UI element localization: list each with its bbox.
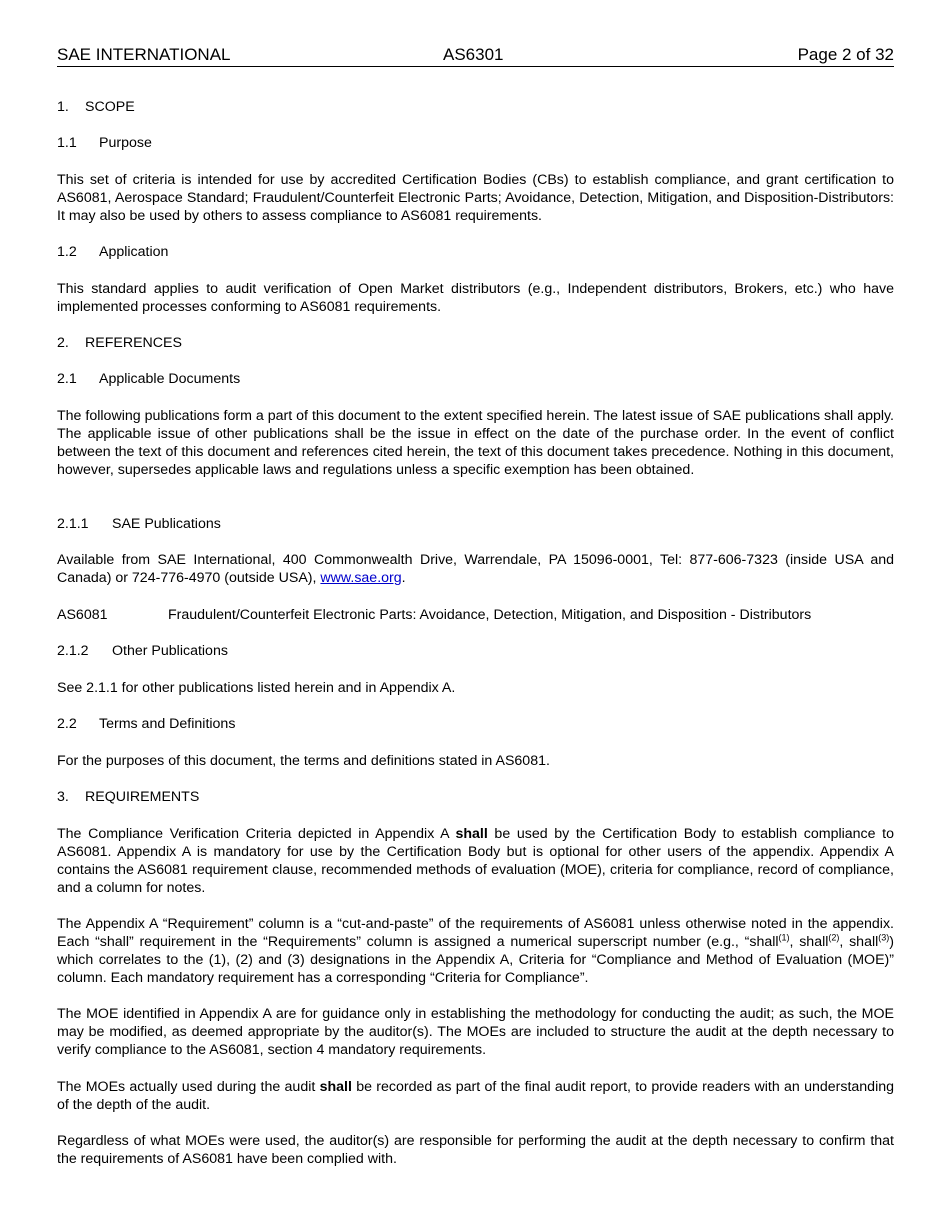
heading-number: 2.2 <box>57 716 77 732</box>
heading-scope <box>57 98 894 116</box>
heading-number: 2.1.2 <box>57 643 89 659</box>
heading-label: SAE Publications <box>112 516 221 532</box>
paragraph-text: , shall <box>839 934 879 950</box>
heading-number: 1.2 <box>57 244 77 260</box>
paragraph-moe-guidance: The MOE identified in Appendix A are for guidance only in establishing the methodology for conducting the audit; as such, the MOE may be modified, as deemed appropriate by the auditor(s). The MOEs are included to structure the audit at the depth necessary to verify compliance to the AS6081, section 4 mandatory requirements. <box>57 1006 894 1058</box>
paragraph-requirements-criteria <box>57 825 894 897</box>
header-doc-id: AS6301 <box>443 45 504 64</box>
heading-number: 3. <box>57 789 69 805</box>
heading-purpose <box>57 134 894 152</box>
paragraph-auditor-responsibility: Regardless of what MOEs were used, the auditor(s) are responsible for performing the audit at the depth necessary to confirm that the requirements of AS6081 have been complied with. <box>57 1133 894 1167</box>
heading-label: SCOPE <box>85 99 135 115</box>
emphasis-shall: shall <box>319 1079 352 1095</box>
emphasis-shall: shall <box>455 826 488 842</box>
heading-number: 1.1 <box>57 135 77 151</box>
paragraph-text: be used by the Certification Body to establish compliance to AS6081. Appendix A is mandatory for use by the Certification Body but is optional for other users of the appendix. Appendix A contains the AS6081 requirement clause, recommended methods of evaluation (MOE), criteria for compliance, record of compliance, and a column for notes. <box>57 826 894 896</box>
paragraph-requirement-column <box>57 915 894 987</box>
paragraph-purpose: This set of criteria is intended for use by accredited Certification Bodies (CBs) to establish compliance, and grant certification to AS6081, Aerospace Standard; Fraudulent/Counterfeit Electronic Parts; Avoidance, Detection, Mitigation, and Disposition-Distributors: It may also be used by others to assess compliance to AS6081 requirements. <box>57 172 894 224</box>
heading-other-publications <box>57 642 894 660</box>
paragraph-sae-publications <box>57 551 894 587</box>
heading-references <box>57 334 894 352</box>
paragraph-terms-definitions: For the purposes of this document, the terms and definitions stated in AS6081. <box>57 753 550 769</box>
heading-label: Purpose <box>99 135 152 151</box>
paragraph-text: The Appendix A “Requirement” column is a “cut-and-paste” of the requirements of AS6081 unless otherwise noted in the appendix. Each “shall” requirement in the “Requirements” column is assigned a numerical superscript number (e.g., “shall <box>57 916 894 950</box>
reference-title: Fraudulent/Counterfeit Electronic Parts: Avoidance, Detection, Mitigation, and Disposition - Distributors <box>168 607 812 623</box>
paragraph-text: . <box>401 570 406 586</box>
sae-website-link[interactable]: www.sae.org <box>320 570 402 586</box>
paragraph-other-publications: See 2.1.1 for other publications listed herein and in Appendix A. <box>57 680 456 696</box>
superscript: (2) <box>828 932 840 943</box>
heading-label: REQUIREMENTS <box>85 789 200 805</box>
paragraph-applicable-documents: The following publications form a part of this document to the extent specified herein. The latest issue of SAE publications shall apply. The applicable issue of other publications shall be the issue in effect on the date of the purchase order. In the event of conflict between the text of this document and references cited herein, the text of this document takes precedence. Nothing in this document, however, supersedes applicable laws and regulations unless a specific exemption has been obtained. <box>57 408 894 478</box>
heading-number: 2.1 <box>57 371 77 387</box>
paragraph-application: This standard applies to audit verification of Open Market distributors (e.g., Independent distributors, Brokers, etc.) who have implemented processes conforming to AS6081 requirements. <box>57 281 894 315</box>
page-header <box>57 44 894 67</box>
heading-label: Terms and Definitions <box>99 716 236 732</box>
superscript: (3) <box>878 932 890 943</box>
heading-terms-definitions <box>57 715 894 733</box>
heading-requirements <box>57 788 894 806</box>
heading-number: 2. <box>57 335 69 351</box>
paragraph-text: The Compliance Verification Criteria depicted in Appendix A <box>57 826 456 842</box>
reference-entry <box>57 606 894 624</box>
paragraph-text: The MOEs actually used during the audit <box>57 1079 320 1095</box>
paragraph-text: , shall <box>789 934 829 950</box>
paragraph-text: be recorded as part of the final audit report, to provide readers with an understanding of the depth of the audit. <box>57 1079 894 1113</box>
heading-label: REFERENCES <box>85 335 182 351</box>
heading-application <box>57 243 894 261</box>
paragraph-moe-recorded <box>57 1078 894 1114</box>
paragraph-text: ) which correlates to the (1), (2) and (3) designations in the Appendix A, Criteria for “Compliance and Method of Evaluation (MOE)” column. Each mandatory requirement has a corresponding “Criteria for Compliance”. <box>57 934 895 986</box>
header-org: SAE INTERNATIONAL <box>57 45 231 64</box>
heading-label: Other Publications <box>112 643 228 659</box>
paragraph-text: Available from SAE International, 400 Commonwealth Drive, Warrendale, PA 15096-0001, Tel: 877-606-7323 (inside USA and Canada) or 724-776-4970 (outside USA), <box>57 552 894 586</box>
heading-label: Applicable Documents <box>99 371 241 387</box>
heading-number: 1. <box>57 99 69 115</box>
superscript: (1) <box>778 932 790 943</box>
heading-number: 2.1.1 <box>57 516 89 532</box>
heading-sae-publications <box>57 515 894 533</box>
heading-label: Application <box>99 244 169 260</box>
header-page-number: Page 2 of 32 <box>797 45 894 64</box>
reference-id: AS6081 <box>57 607 108 623</box>
heading-applicable-documents <box>57 370 894 388</box>
